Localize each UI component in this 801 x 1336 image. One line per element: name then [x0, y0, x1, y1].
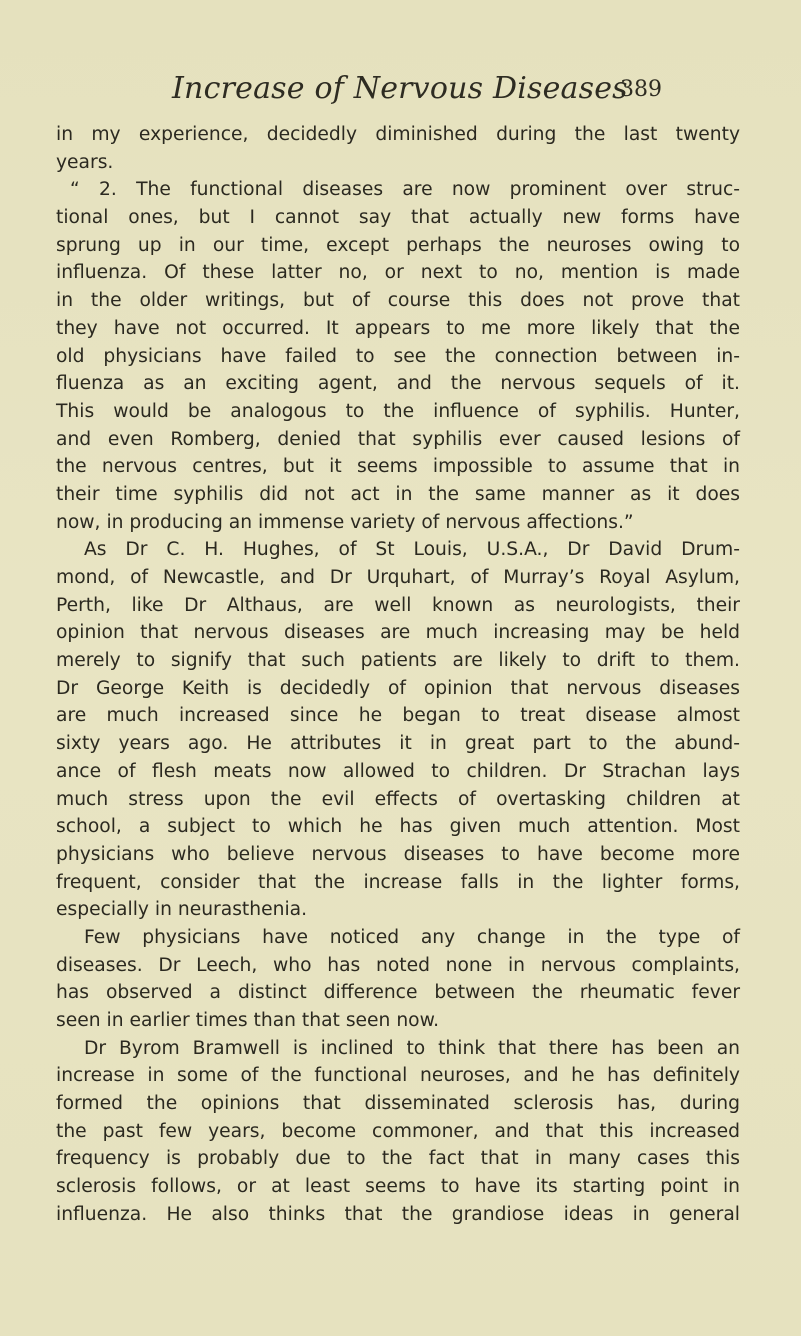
text-line: sclerosis follows, or at least seems to have its starting point in: [56, 1176, 740, 1198]
text-line: are much increased since he began to treat disease almost: [56, 705, 740, 727]
text-line: increase in some of the functional neuroses, and he has definitely: [56, 1065, 740, 1087]
text-line: fluenza as an exciting agent, and the nervous sequels of it.: [56, 373, 740, 395]
text-line: formed the opinions that disseminated sclerosis has, during: [56, 1093, 740, 1115]
text-line: influenza. Of these latter no, or next to no, mention is made: [56, 262, 740, 284]
text-line: ance of flesh meats now allowed to children. Dr Strachan lays: [56, 760, 740, 782]
text-line: and even Romberg, denied that syphilis ever caused lesions of: [56, 428, 740, 450]
running-head: [0, 70, 801, 110]
text-line: This would be analogous to the influence of syphilis. Hunter,: [56, 400, 740, 422]
text-line: frequent, consider that the increase falls in the lighter forms,: [56, 871, 740, 893]
text-line: mond, of Newcastle, and Dr Urquhart, of Murray’s Royal Asylum,: [56, 567, 740, 588]
text-line: diseases. Dr Leech, who has noted none in nervous complaints,: [56, 954, 740, 976]
running-head-title: Increase of Nervous Diseases: [172, 71, 628, 106]
text-line: merely to signify that such patients are likely to drift to them.: [56, 650, 740, 672]
text-line: their time syphilis did not act in the same manner as it does: [56, 483, 740, 505]
text-line: Few physicians have noticed any change in the type of: [84, 926, 740, 948]
text-line: physicians who believe nervous diseases to have become more: [56, 843, 740, 865]
text-line: old physicians have failed to see the connection between in-: [56, 345, 740, 367]
text-line: the past few years, become commoner, and that this increased: [56, 1120, 740, 1142]
text-line: opinion that nervous diseases are much increasing may be held: [56, 622, 740, 644]
text-line: years.: [56, 151, 114, 173]
text-line: tional ones, but I cannot say that actually new forms have: [56, 207, 740, 229]
text-line: in the older writings, but of course this does not prove that: [56, 290, 740, 312]
text-line: the nervous centres, but it seems impossible to assume that in: [56, 456, 740, 478]
text-line: As Dr C. H. Hughes, of St Louis, U.S.A., Dr David Drum-: [84, 539, 740, 561]
body-text: [56, 121, 740, 1229]
page-number: 389: [620, 77, 662, 102]
text-line: much stress upon the evil effects of overtasking children at: [56, 788, 740, 810]
text-line: seen in earlier times than that seen now.: [56, 1010, 440, 1031]
text-line: Perth, like Dr Althaus, are well known as neurologists, their: [56, 594, 740, 616]
text-line: sixty years ago. He attributes it in great part to the abund-: [56, 733, 740, 755]
text-line: in my experience, decidedly diminished during the last twenty: [56, 124, 740, 145]
text-line: “ 2. The functional diseases are now prominent over struc-: [70, 179, 740, 201]
text-line: has observed a distinct difference between the rheumatic fever: [56, 982, 740, 1004]
text-line: frequency is probably due to the fact that in many cases this: [56, 1148, 740, 1170]
text-line: influenza. He also thinks that the grandiose ideas in general: [56, 1203, 740, 1225]
text-line: Dr Byrom Bramwell is inclined to think that there has been an: [84, 1037, 740, 1059]
text-line: school, a subject to which he has given much attention. Most: [56, 816, 740, 838]
text-line: Dr George Keith is decidedly of opinion that nervous diseases: [56, 677, 740, 699]
text-line: sprung up in our time, except perhaps the neuroses owing to: [56, 234, 740, 256]
text-line: now, in producing an immense variety of nervous affections.”: [56, 511, 634, 533]
text-line: especially in neurasthenia.: [56, 899, 308, 921]
text-line: they have not occurred. It appears to me more likely that the: [56, 317, 740, 339]
